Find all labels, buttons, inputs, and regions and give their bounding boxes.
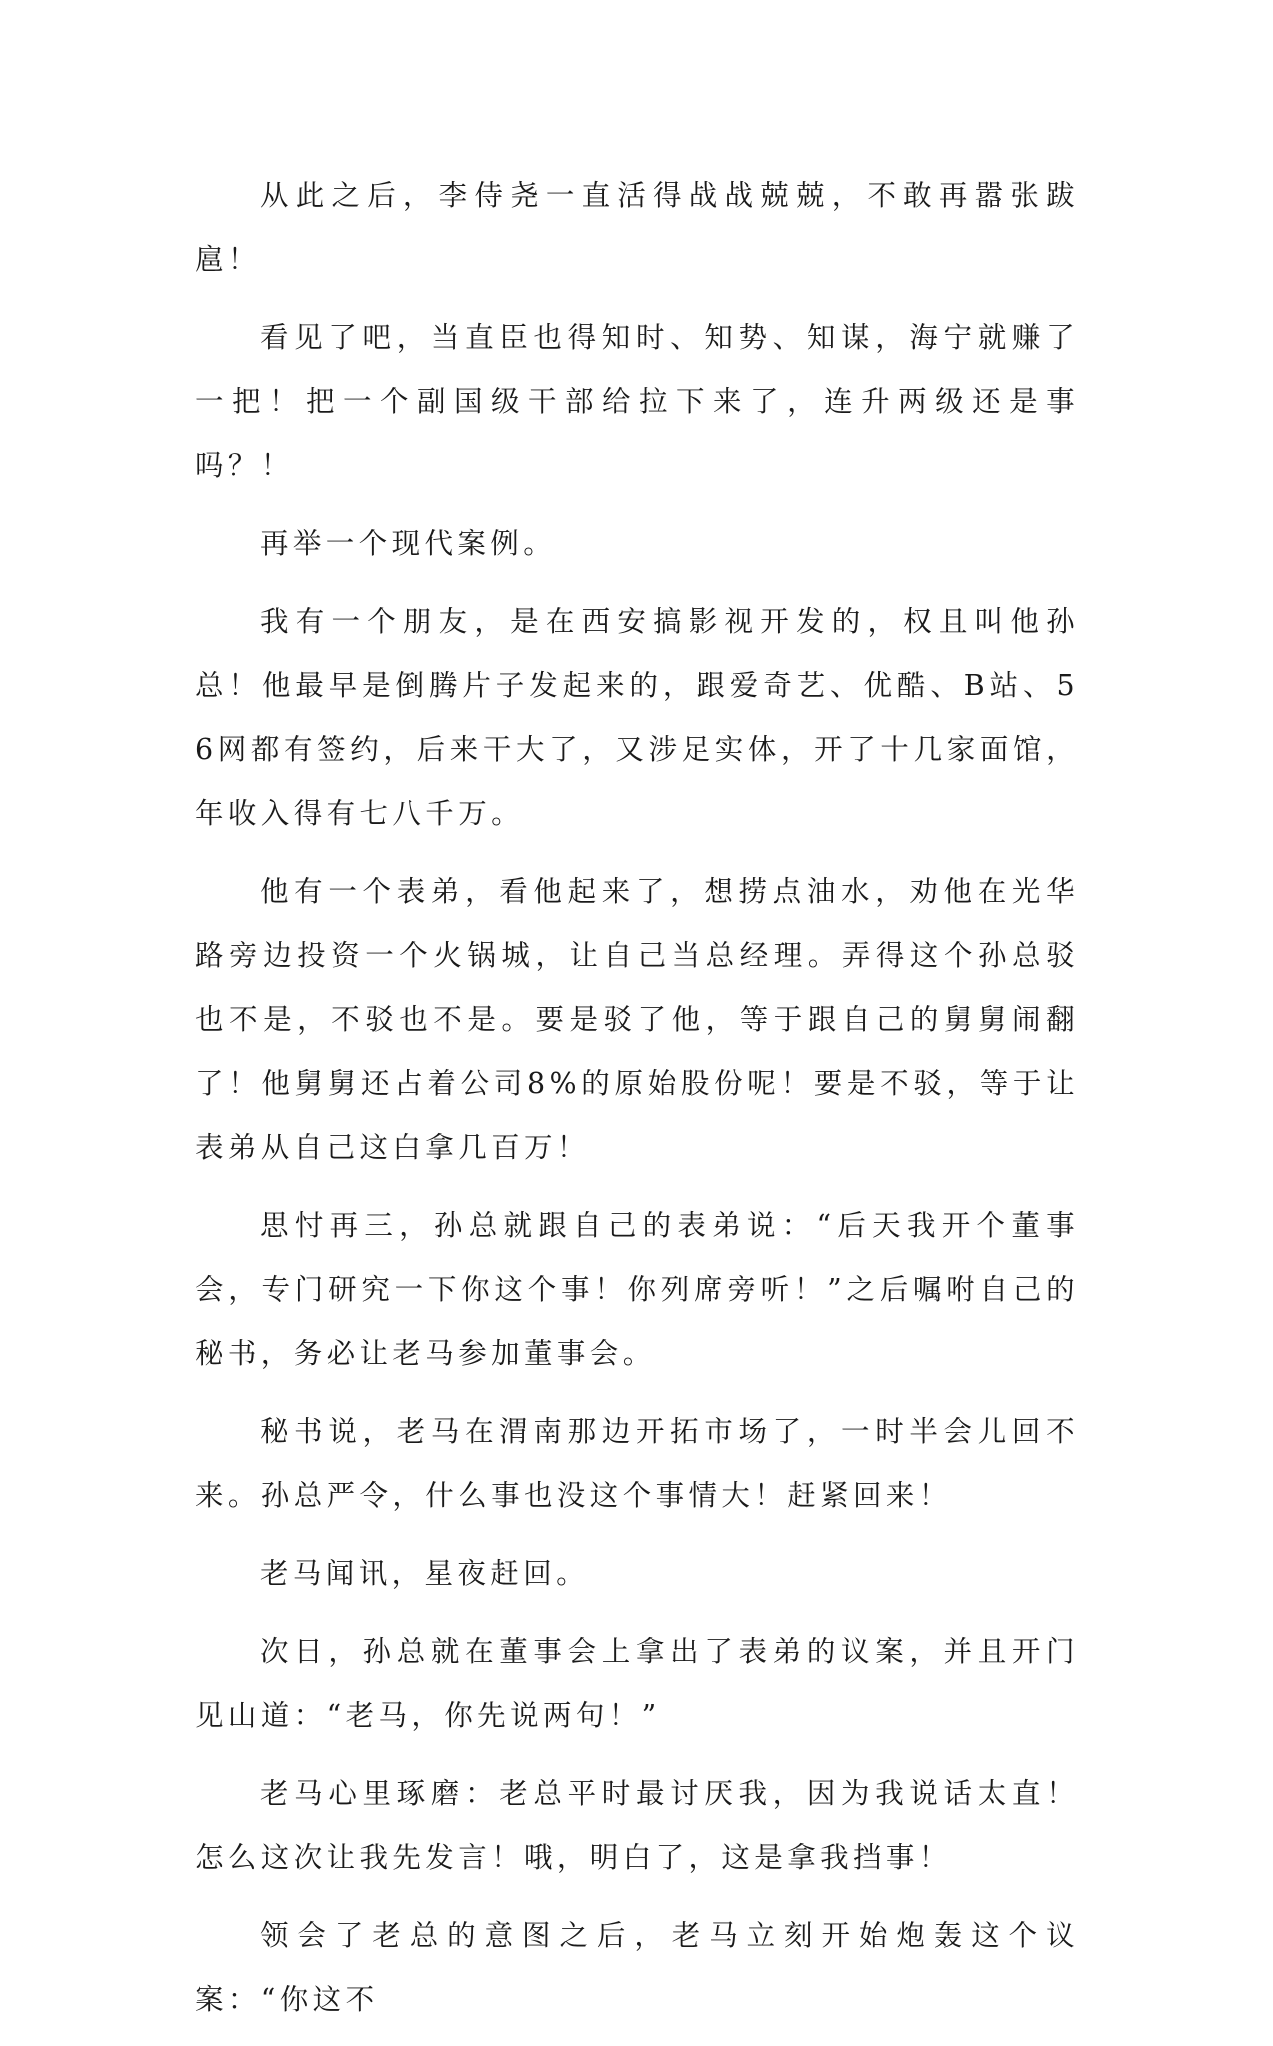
- paragraph: 再举一个现代案例。: [260, 527, 557, 560]
- paragraph: 老马心里琢磨：老总平时最讨厌我，因为我说话太直！怎么这次让我先发言！哦，明白了，这是拿我挡事！: [195, 1777, 1079, 1874]
- paragraph: 次日，孙总就在董事会上拿出了表弟的议案，并且开门见山道：“老马，你先说两句！”: [195, 1635, 1079, 1732]
- paragraph: 从此之后，李侍尧一直活得战战兢兢，不敢再嚣张跋扈！: [195, 179, 1079, 276]
- paragraph: 他有一个表弟，看他起来了，想捞点油水，劝他在光华路旁边投资一个火锅城，让自己当总经理。弄得这个孙总驳也不是，不驳也不是。要是驳了他，等于跟自己的舅舅闹翻了！他舅舅还占着公司8%的原始股份呢！要是不驳，等于让表弟从自己这白拿几百万！: [195, 875, 1079, 1164]
- paragraph: 思忖再三，孙总就跟自己的表弟说：“后天我开个董事会，专门研究一下你这个事！你列席旁听！”之后嘱咐自己的秘书，务必让老马参加董事会。: [195, 1209, 1079, 1370]
- paragraph: 看见了吧，当直臣也得知时、知势、知谋，海宁就赚了一把！把一个副国级干部给拉下来了，连升两级还是事吗？！: [195, 321, 1079, 482]
- paragraph: 领会了老总的意图之后，老马立刻开始炮轰这个议案：“你这不: [195, 1919, 1079, 2016]
- body-text: [195, 164, 1079, 2046]
- paragraph: 老马闻讯，星夜赶回。: [260, 1557, 590, 1590]
- paragraph: 秘书说，老马在渭南那边开拓市场了，一时半会儿回不来。孙总严令，什么事也没这个事情大！赶紧回来！: [195, 1415, 1079, 1512]
- paragraph: 我有一个朋友，是在西安搞影视开发的，权且叫他孙总！他最早是倒腾片子发起来的，跟爱奇艺、优酷、B站、56网都有签约，后来干大了，又涉足实体，开了十几家面馆，年收入得有七八千万。: [195, 605, 1079, 830]
